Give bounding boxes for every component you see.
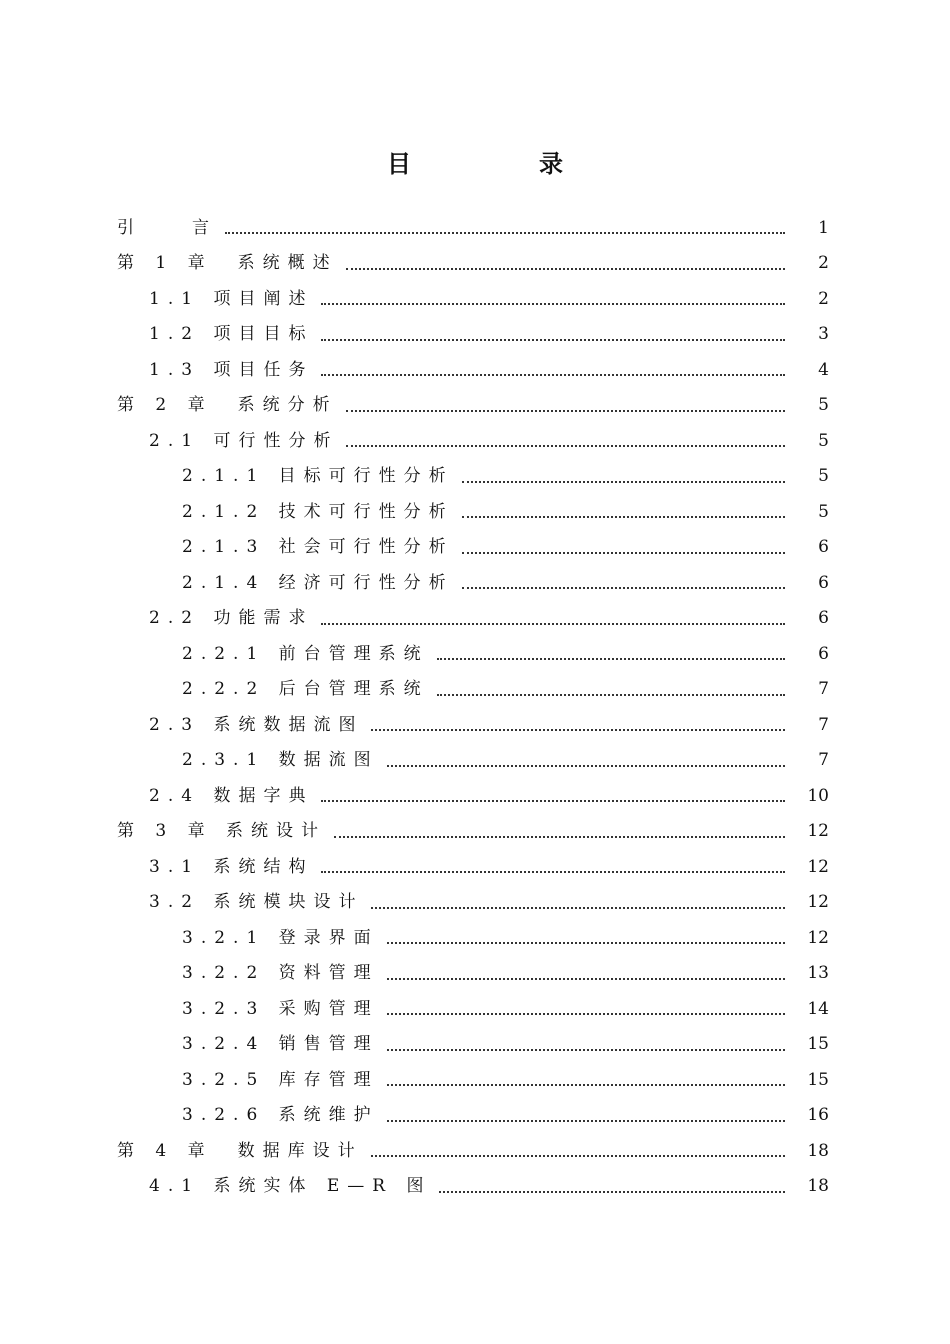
toc-entry-page: 18 bbox=[807, 1176, 829, 1197]
toc-entry[interactable] bbox=[0, 423, 950, 459]
toc-entry-label: 1.1 项目阐述 bbox=[149, 288, 314, 309]
toc-leader-dots bbox=[321, 302, 785, 305]
toc-entry-label: 3.2 系统模块设计 bbox=[149, 892, 364, 913]
toc-entry-label: 2.2 功能需求 bbox=[149, 608, 314, 629]
toc-leader-dots bbox=[346, 409, 785, 412]
toc-entry-page: 2 bbox=[818, 253, 829, 274]
toc-leader-dots bbox=[462, 551, 785, 554]
toc-entry-page: 18 bbox=[807, 1140, 829, 1161]
toc-entry-label: 2.1.4 经济可行性分析 bbox=[182, 572, 454, 593]
toc-entry-label: 第 3 章 系统设计 bbox=[117, 821, 327, 842]
toc-entry-label: 3.2.6 系统维护 bbox=[182, 1105, 379, 1126]
toc-entry[interactable] bbox=[0, 885, 950, 921]
toc-entry-page: 1 bbox=[818, 217, 829, 238]
toc-entry-label: 4.1 系统实体 E—R 图 bbox=[149, 1176, 432, 1197]
toc-leader-dots bbox=[321, 799, 785, 802]
toc-entry-label: 2.1.1 目标可行性分析 bbox=[182, 466, 454, 487]
toc-entry[interactable] bbox=[0, 494, 950, 530]
toc-title: 目 录 bbox=[387, 149, 615, 178]
toc-entry[interactable] bbox=[0, 743, 950, 779]
toc-entry[interactable] bbox=[0, 388, 950, 424]
toc-entry-page: 6 bbox=[818, 537, 829, 558]
toc-entry-page: 7 bbox=[818, 750, 829, 771]
toc-entry[interactable] bbox=[0, 210, 950, 246]
toc-leader-dots bbox=[321, 373, 785, 376]
toc-entry[interactable] bbox=[0, 1133, 950, 1169]
toc-entry-page: 5 bbox=[818, 430, 829, 451]
toc-leader-dots bbox=[462, 586, 785, 589]
toc-leader-dots bbox=[437, 693, 785, 696]
toc-leader-dots bbox=[321, 870, 785, 873]
toc-entry-page: 14 bbox=[807, 998, 829, 1019]
toc-entry-page: 3 bbox=[818, 324, 829, 345]
toc-entry-page: 4 bbox=[818, 359, 829, 380]
toc-entry[interactable] bbox=[0, 991, 950, 1027]
toc-entry-page: 7 bbox=[818, 679, 829, 700]
toc-entry[interactable] bbox=[0, 849, 950, 885]
toc-entry[interactable] bbox=[0, 317, 950, 353]
toc-entry[interactable] bbox=[0, 530, 950, 566]
toc-entry-label: 第 1 章 系统概述 bbox=[117, 253, 338, 274]
toc-entry-page: 6 bbox=[818, 572, 829, 593]
toc-entry[interactable] bbox=[0, 672, 950, 708]
toc-entry-label: 2.1 可行性分析 bbox=[149, 430, 339, 451]
toc-entry-page: 12 bbox=[807, 821, 829, 842]
toc-leader-dots bbox=[439, 1190, 785, 1193]
toc-entry-page: 16 bbox=[807, 1105, 829, 1126]
toc-leader-dots bbox=[387, 1048, 785, 1051]
toc-leader-dots bbox=[387, 941, 785, 944]
toc-entry[interactable] bbox=[0, 1027, 950, 1063]
toc-entry[interactable] bbox=[0, 707, 950, 743]
toc-entry[interactable] bbox=[0, 565, 950, 601]
toc-entry-label: 2.1.3 社会可行性分析 bbox=[182, 537, 454, 558]
toc-entry[interactable] bbox=[0, 814, 950, 850]
toc-entry-label: 2.2.2 后台管理系统 bbox=[182, 679, 429, 700]
toc-entry-page: 6 bbox=[818, 608, 829, 629]
toc-entry-label: 3.2.4 销售管理 bbox=[182, 1034, 379, 1055]
toc-entry[interactable] bbox=[0, 246, 950, 282]
toc-entry[interactable] bbox=[0, 920, 950, 956]
toc-entry-page: 7 bbox=[818, 714, 829, 735]
toc-entry-label: 2.3 系统数据流图 bbox=[149, 714, 364, 735]
toc-leader-dots bbox=[346, 267, 785, 270]
toc-leader-dots bbox=[321, 622, 785, 625]
toc-leader-dots bbox=[346, 444, 785, 447]
toc-entry[interactable] bbox=[0, 636, 950, 672]
toc-leader-dots bbox=[387, 1012, 785, 1015]
toc-entry-label: 3.2.3 采购管理 bbox=[182, 998, 379, 1019]
toc-leader-dots bbox=[387, 1119, 785, 1122]
toc-entry-label: 3.2.2 资料管理 bbox=[182, 963, 379, 984]
toc-leader-dots bbox=[387, 1083, 785, 1086]
toc-leader-dots bbox=[321, 338, 785, 341]
toc-entry-label: 2.3.1 数据流图 bbox=[182, 750, 379, 771]
toc-leader-dots bbox=[387, 977, 785, 980]
toc-entry-label: 第 2 章 系统分析 bbox=[117, 395, 338, 416]
toc-entry[interactable] bbox=[0, 459, 950, 495]
toc-leader-dots bbox=[462, 515, 785, 518]
toc-entry-label: 2.1.2 技术可行性分析 bbox=[182, 501, 454, 522]
toc-entry[interactable] bbox=[0, 281, 950, 317]
toc-entry-label: 3.2.1 登录界面 bbox=[182, 927, 379, 948]
toc-entry-label: 3.2.5 库存管理 bbox=[182, 1069, 379, 1090]
toc-leader-dots bbox=[437, 657, 785, 660]
toc-entry-label: 第 4 章 数据库设计 bbox=[117, 1140, 363, 1161]
toc-entry[interactable] bbox=[0, 778, 950, 814]
toc-leader-dots bbox=[371, 906, 785, 909]
toc-entry[interactable] bbox=[0, 1098, 950, 1134]
toc-leader-dots bbox=[371, 728, 785, 731]
toc-entry-page: 10 bbox=[807, 785, 829, 806]
toc-entry[interactable] bbox=[0, 601, 950, 637]
toc-entry-page: 15 bbox=[807, 1034, 829, 1055]
toc-entry-label: 引 言 bbox=[117, 217, 217, 238]
toc-leader-dots bbox=[225, 231, 785, 234]
toc-leader-dots bbox=[462, 480, 785, 483]
toc-entry-page: 5 bbox=[818, 501, 829, 522]
toc-entry-label: 1.2 项目目标 bbox=[149, 324, 314, 345]
toc-entry[interactable] bbox=[0, 352, 950, 388]
toc-list bbox=[0, 210, 950, 1204]
toc-entry-page: 13 bbox=[807, 963, 829, 984]
toc-entry-label: 1.3 项目任务 bbox=[149, 359, 314, 380]
toc-entry-page: 5 bbox=[818, 466, 829, 487]
toc-entry-page: 12 bbox=[807, 856, 829, 877]
toc-entry-page: 5 bbox=[818, 395, 829, 416]
toc-entry-label: 2.4 数据字典 bbox=[149, 785, 314, 806]
toc-entry-label: 2.2.1 前台管理系统 bbox=[182, 643, 429, 664]
toc-entry[interactable] bbox=[0, 956, 950, 992]
toc-entry-page: 6 bbox=[818, 643, 829, 664]
toc-entry-page: 15 bbox=[807, 1069, 829, 1090]
toc-entry-page: 2 bbox=[818, 288, 829, 309]
toc-leader-dots bbox=[371, 1154, 785, 1157]
toc-leader-dots bbox=[334, 835, 785, 838]
toc-leader-dots bbox=[387, 764, 785, 767]
toc-entry-label: 3.1 系统结构 bbox=[149, 856, 314, 877]
toc-entry[interactable] bbox=[0, 1062, 950, 1098]
toc-entry[interactable] bbox=[0, 1169, 950, 1205]
toc-entry-page: 12 bbox=[807, 892, 829, 913]
toc-entry-page: 12 bbox=[807, 927, 829, 948]
